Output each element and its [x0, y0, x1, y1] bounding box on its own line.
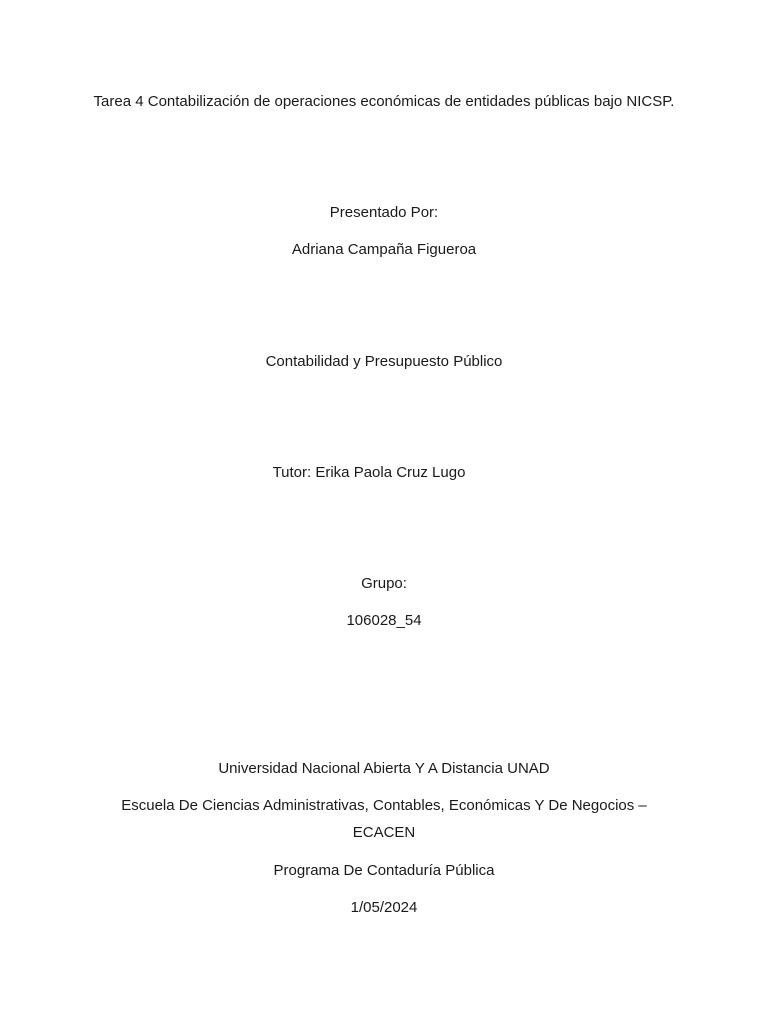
course-name: Contabilidad y Presupuesto Público [265, 353, 503, 370]
group-number: 106028_54 [346, 612, 422, 629]
school-name: Escuela De Ciencias Administrativas, Contables, Económicas Y De Negocios – ECACEN [121, 797, 647, 841]
author-name: Adriana Campaña Figueroa [291, 241, 477, 258]
program-name: Programa De Contaduría Pública [273, 862, 495, 879]
tutor-name: Tutor: Erika Paola Cruz Lugo [272, 464, 466, 481]
document-date: 1/05/2024 [350, 899, 418, 916]
presented-by-label: Presentado Por: [329, 204, 439, 221]
document-title: Tarea 4 Contabilización de operaciones económicas de entidades públicas bajo NICSP. [93, 93, 675, 110]
group-label: Grupo: [361, 575, 407, 592]
university-name: Universidad Nacional Abierta Y A Distancia UNAD [218, 760, 550, 777]
